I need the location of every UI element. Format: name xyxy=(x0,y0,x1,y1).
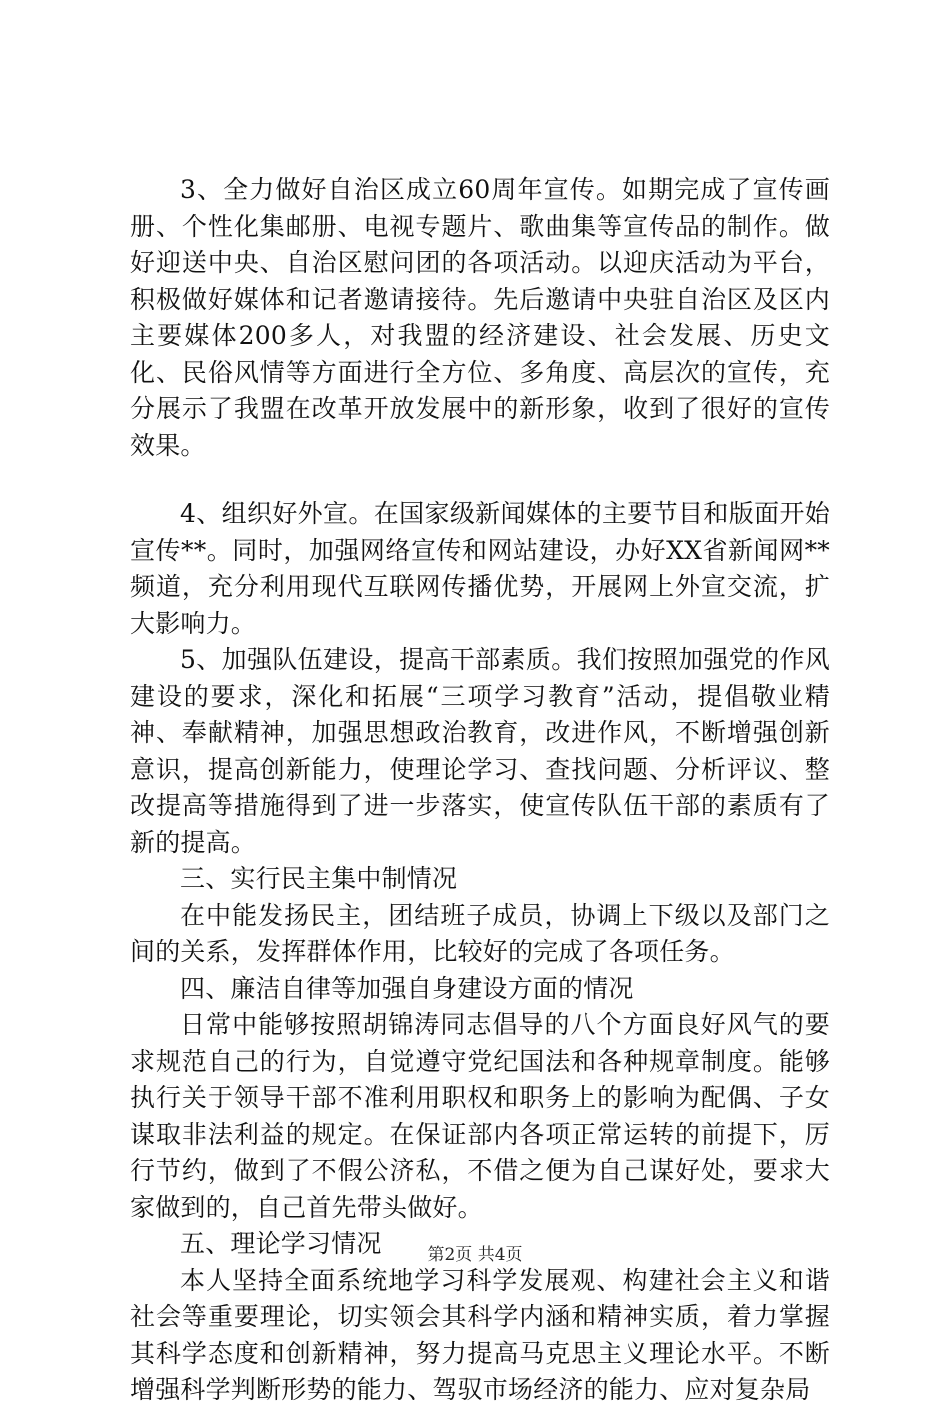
paragraph-self-discipline: 日常中能够按照胡锦涛同志倡导的八个方面良好风气的要求规范自己的行为，自觉遵守党纪国法和各种规章制度。能够执行关于领导干部不准利用职权和职务上的影响为配偶、子女谋取非法利益的规定。在保证部内各项正常运转的前提下，厉行节约，做到了不假公济私，不借之便为自己谋好处，要求大家做到的，自己首先带头做好。 xyxy=(130,1010,830,1222)
paragraph-theory-study: 本人坚持全面系统地学习科学发展观、构建社会主义和谐社会等重要理论，切实领会其科学内涵和精神实质，着力掌握其科学态度和创新精神，努力提高马克思主义理论水平。不断增强科学判断形势的能力、驾驭市场经济的能力、应对复杂局 xyxy=(130,1265,830,1404)
section-heading-theory-study: 五、理论学习情况 xyxy=(180,1229,382,1258)
section-heading-self-discipline: 四、廉洁自律等加强自身建设方面的情况 xyxy=(180,973,634,1003)
document-body xyxy=(130,172,830,1409)
section-heading-democratic-centralism: 三、实行民主集中制情况 xyxy=(180,864,458,893)
paragraph-item-3-publicity: 3、全力做好自治区成立60周年宣传。如期完成了宣传画册、个性化集邮册、电视专题片、歌曲集等宣传品的制作。做好迎送中央、自治区慰问团的各项活动。以迎庆活动为平台，积极做好媒体和记者邀请接待。先后邀请中央驻自治区及区内主要媒体200多人，对我盟的经济建设、社会发展、历史文化、民俗风情等方面进行全方位、多角度、高层次的宣传，充分展示了我盟在改革开放发展中的新形象，收到了很好的宣传效果。 xyxy=(130,175,830,460)
paragraph-democratic-centralism: 在中能发扬民主，团结班子成员，协调上下级以及部门之间的关系，发挥群体作用，比较好的完成了各项任务。 xyxy=(130,900,830,966)
paragraph-item-5-team-building: 5、加强队伍建设，提高干部素质。我们按照加强党的作风建设的要求，深化和拓展“三项学习教育”活动，提倡敬业精神、奉献精神，加强思想政治教育，改进作风，不断增强创新意识，提高创新能力，使理论学习、查找问题、分析评议、整改提高等措施得到了进一步落实，使宣传队伍干部的素质有了新的提高。 xyxy=(130,645,830,857)
page-number-footer: 第2页 共4页 xyxy=(427,1245,523,1265)
paragraph-item-4-external-publicity: 4、组织好外宣。在国家级新闻媒体的主要节目和版面开始宣传**。同时，加强网络宣传和网站建设，办好XX省新闻网**频道，充分利用现代互联网传播优势，开展网上外宣交流，扩大影响力。 xyxy=(130,499,830,638)
